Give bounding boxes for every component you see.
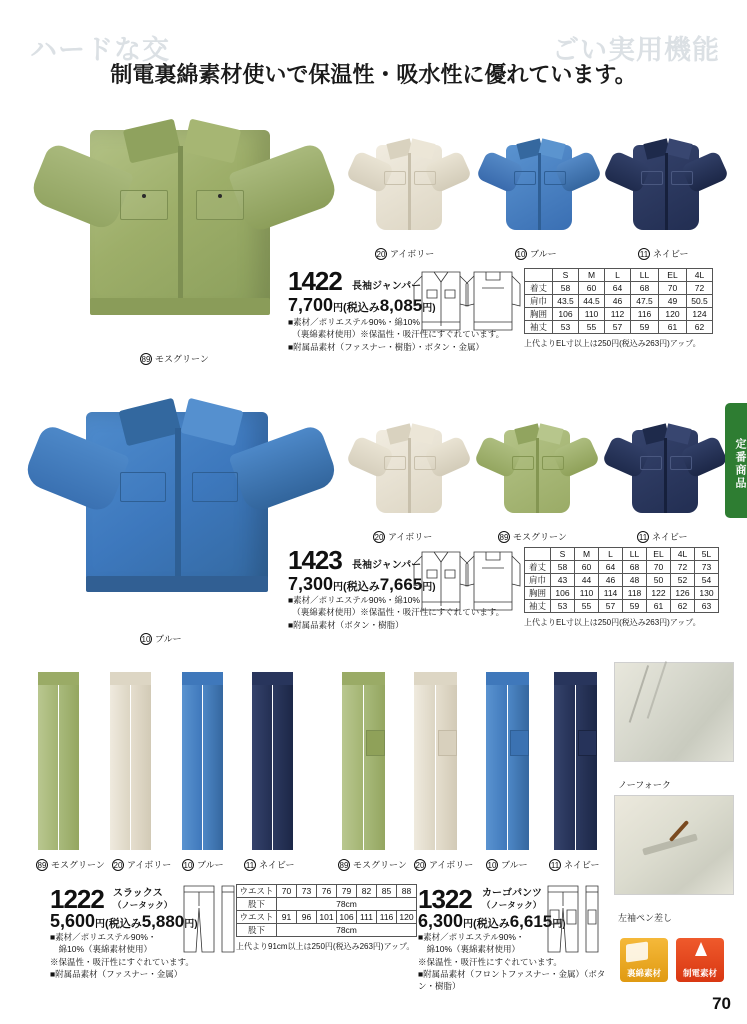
caption-label: ネイビー [653, 249, 689, 259]
cell: 126 [671, 587, 695, 600]
size-table-1222 [236, 884, 417, 937]
cell: 59 [631, 321, 659, 334]
size-header: EL [647, 548, 671, 561]
trouser-left-leg [252, 672, 272, 850]
cell: 82 [357, 885, 377, 898]
size-note-1222: 上代より91cm以上は250円(税込み263円)アップ。 [236, 942, 415, 951]
caption-label: ネイビー [652, 532, 688, 542]
cell: 112 [605, 308, 631, 321]
product-name-line2: （ノータック） [482, 900, 542, 910]
trouser-left-leg [342, 672, 363, 850]
badge-label-line1: 制電素材 [682, 968, 717, 978]
trouser-waistband [182, 672, 223, 685]
cell: 106 [553, 308, 579, 321]
caption-1222-moss [36, 858, 105, 871]
cell: 46 [605, 295, 631, 308]
caption-number: 11 [550, 861, 560, 870]
caption-number: 89 [141, 355, 151, 364]
row-label: 肩巾 [525, 574, 551, 587]
caption-1422-blue [515, 247, 557, 260]
table-corner [525, 269, 553, 282]
detail-photo-nofolk [614, 662, 734, 774]
cell: 55 [579, 321, 605, 334]
jacket-hem-band [86, 576, 268, 592]
spec-line: ■素材／ポリエステル90%・綿10% [288, 595, 420, 605]
cell: 46 [599, 574, 623, 587]
cell: 91 [277, 911, 297, 924]
cell: 78cm [277, 898, 417, 911]
caption-label: ブルー [155, 634, 182, 644]
product-code-1322: 1322 [418, 884, 472, 914]
cell: 52 [671, 574, 695, 587]
badge-lining-cotton [620, 938, 668, 982]
jacket-chest-pocket-right [192, 472, 238, 502]
trouser-right-leg [576, 672, 597, 850]
jacket-1423-moss-photo [476, 420, 596, 525]
cell: 96 [297, 911, 317, 924]
spec-line: （裏綿素材使用）※保温性・吸汗性にすぐれています。 [288, 607, 505, 618]
caption-number: 10 [183, 861, 193, 870]
cell: 73 [297, 885, 317, 898]
cell: 73 [695, 561, 719, 574]
detail-caption-pen-pocket: 左袖ペン差し [618, 913, 673, 923]
jacket-chest-pocket-right [671, 171, 693, 185]
caption-number: 89 [339, 861, 349, 870]
caption-label: アイボリー [390, 249, 435, 259]
cell: 54 [695, 574, 719, 587]
trouser-waistband [486, 672, 529, 685]
caption-number: 20 [376, 250, 386, 259]
table-row [237, 924, 417, 937]
trouser-right-leg [273, 672, 293, 850]
size-table-1422 [524, 268, 713, 334]
table-row [237, 898, 417, 911]
cell: 70 [277, 885, 297, 898]
detail-photo-pen-pocket [614, 795, 734, 907]
size-header: 4L [687, 269, 713, 282]
price-tax-yen: 円) [422, 582, 436, 593]
trouser-waistband [252, 672, 293, 685]
cell: 106 [551, 587, 575, 600]
trouser-right-leg [508, 672, 529, 850]
caption-1422-moss [140, 352, 209, 365]
cell: 70 [647, 561, 671, 574]
cargo-pocket [510, 730, 529, 756]
caption-1422-navy [638, 247, 688, 260]
row-label: 肩巾 [525, 295, 553, 308]
product-code-1222: 1222 [50, 884, 104, 914]
jacket-chest-pocket-left [384, 456, 406, 470]
cell: 110 [579, 308, 605, 321]
size-header: L [599, 548, 623, 561]
cell: 43.5 [553, 295, 579, 308]
trouser-left-leg [486, 672, 507, 850]
cell: 130 [695, 587, 719, 600]
detail-caption-nofolk: ノーフォーク [618, 780, 671, 790]
jacket-pocket-button-right [218, 194, 222, 198]
page-headline: 制電裏綿素材使いで保温性・吸水性に優れています。 [110, 62, 637, 87]
size-note-1423: 上代よりEL寸以上は250円(税込み263円)アップ。 [524, 618, 701, 627]
caption-label: モスグリーン [51, 860, 105, 870]
jacket-1422-ivory-photo [348, 135, 468, 240]
cell: 63 [695, 600, 719, 613]
product-name-1422: 長袖ジャンパー [352, 281, 422, 292]
trouser-right-leg [131, 672, 151, 850]
jacket-chest-pocket-left [512, 456, 534, 470]
cell: 50.5 [687, 295, 713, 308]
caption-number: 20 [374, 533, 384, 542]
spec-line: ■附属品素材（ファスナー・樹脂）・ボタン・金属） [288, 341, 485, 352]
jacket-chest-pocket-right [414, 171, 436, 185]
trouser-left-leg [554, 672, 575, 850]
cell: 114 [599, 587, 623, 600]
trouser-right-leg [436, 672, 457, 850]
trouser-left-leg [38, 672, 58, 850]
product-name-line1: カーゴパンツ [482, 888, 542, 899]
cargo-pocket [438, 730, 457, 756]
cell: 120 [659, 308, 687, 321]
caption-number: 20 [415, 861, 425, 870]
table-row [525, 282, 713, 295]
caption-label: ブルー [501, 860, 528, 870]
size-header: EL [659, 269, 687, 282]
cell: 72 [687, 282, 713, 295]
caption-label: アイボリー [429, 860, 474, 870]
jacket-chest-pocket-right [414, 456, 436, 470]
row-label: 袖丈 [525, 600, 551, 613]
row-label: 胸囲 [525, 308, 553, 321]
tech-drawing-1222 [176, 880, 238, 956]
caption-number: 10 [516, 250, 526, 259]
trouser-waistband [110, 672, 151, 685]
caption-number: 11 [639, 250, 649, 259]
jacket-chest-pocket-right [544, 171, 566, 185]
spec-line: 綿10%（裏綿素材使用） [50, 944, 153, 955]
cell: 64 [599, 561, 623, 574]
caption-1222-blue [182, 858, 224, 871]
caption-label: ネイビー [564, 860, 600, 870]
trouser-left-leg [182, 672, 202, 850]
jacket-button-placket [536, 438, 539, 513]
jacket-1423-navy-photo [604, 420, 724, 525]
caption-1322-moss [338, 858, 407, 871]
page-number: 70 [712, 994, 731, 1013]
caption-1422-ivory [375, 247, 434, 260]
caption-number: 11 [638, 533, 648, 542]
price-yen: 円 [333, 582, 344, 593]
size-header: S [551, 548, 575, 561]
jacket-button-placket [175, 428, 181, 592]
caption-label: アイボリー [388, 532, 433, 542]
price-yen: 円 [333, 303, 344, 314]
cell: 58 [553, 282, 579, 295]
row-label: 着丈 [525, 282, 553, 295]
trouser-right-leg [203, 672, 223, 850]
price-tax-label: (税込み [343, 302, 380, 314]
cell: 58 [551, 561, 575, 574]
ghost-title-left: ハードな交 [30, 35, 170, 65]
jacket-chest-pocket-left [640, 456, 662, 470]
cell: 57 [605, 321, 631, 334]
caption-1322-navy [549, 858, 599, 871]
size-header: L [605, 269, 631, 282]
jacket-1422-navy-photo [605, 135, 725, 240]
product-name-line2: （ノータック） [113, 900, 173, 910]
badge-antistatic [676, 938, 724, 982]
size-header: LL [623, 548, 647, 561]
spec-line: ■附属品素材（フロントファスナー・金属）（ボタン・樹脂） [418, 968, 606, 992]
trouser-waistband [342, 672, 385, 685]
table-row [525, 295, 713, 308]
caption-label: ネイビー [259, 860, 295, 870]
price-yen: 円 [95, 919, 106, 930]
cell: 61 [647, 600, 671, 613]
spec-line: ■素材／ポリエステル90%・綿10% [288, 317, 420, 327]
spec-line: ■素材／ポリエステル90%・ [418, 932, 525, 942]
jacket-chest-pocket-right [542, 456, 564, 470]
cell: 44 [575, 574, 599, 587]
cell: 62 [687, 321, 713, 334]
size-header: LL [631, 269, 659, 282]
lightning-icon [695, 942, 707, 956]
cell: 124 [687, 308, 713, 321]
table-row [525, 561, 719, 574]
cell: 122 [647, 587, 671, 600]
ghost-title [30, 28, 720, 65]
row-label: 着丈 [525, 561, 551, 574]
size-header: 4L [671, 548, 695, 561]
cell: 116 [377, 911, 397, 924]
jacket-button-placket [408, 438, 411, 513]
size-note-1422: 上代よりEL寸以上は250円(税込み263円)アップ。 [524, 339, 701, 348]
cell: 110 [575, 587, 599, 600]
price-tax-value: 8,085 [379, 296, 423, 315]
row-label: ウエスト [237, 911, 277, 924]
jacket-chest-pocket-left [120, 472, 166, 502]
jacket-1422-blue-photo [478, 135, 598, 240]
caption-1322-ivory [414, 858, 473, 871]
cell: 60 [575, 561, 599, 574]
price-tax-value: 6,615 [509, 912, 553, 931]
caption-1423-blue [140, 632, 182, 645]
size-header: M [579, 269, 605, 282]
table-header-row [525, 548, 719, 561]
cell: 64 [605, 282, 631, 295]
table-row [237, 885, 417, 898]
cargo-pocket [578, 730, 597, 756]
cell: 49 [659, 295, 687, 308]
badge-label [620, 967, 668, 979]
price-tax-value: 7,665 [379, 575, 423, 594]
jacket-1423-ivory-photo [348, 420, 468, 525]
table-row [237, 911, 417, 924]
cell: 120 [397, 911, 417, 924]
product-name-line1: スラックス [113, 888, 163, 899]
cell: 43 [551, 574, 575, 587]
caption-1322-blue [486, 858, 528, 871]
price-value: 7,700 [288, 295, 334, 315]
jacket-chest-pocket-left [384, 171, 406, 185]
spec-line: ■素材／ポリエステル90%・ [50, 932, 157, 942]
cell: 79 [337, 885, 357, 898]
cell: 78cm [277, 924, 417, 937]
cell: 88 [397, 885, 417, 898]
cell: 61 [659, 321, 687, 334]
table-row [525, 574, 719, 587]
caption-1222-navy [244, 858, 294, 871]
trouser-left-leg [110, 672, 130, 850]
trousers-1322-moss-photo [340, 672, 392, 852]
product-name-1423: 長袖ジャンパー [352, 560, 422, 571]
cell: 72 [671, 561, 695, 574]
caption-label: ブルー [530, 249, 557, 259]
cell: 53 [551, 600, 575, 613]
cell: 70 [659, 282, 687, 295]
badge-label-line2: 素材 [644, 968, 662, 978]
price-value: 7,300 [288, 574, 334, 594]
spec-line: ■附属品素材（ファスナー・金属） [50, 968, 183, 979]
jacket-hem-band [90, 298, 270, 315]
table-corner [525, 548, 551, 561]
row-label: 胸囲 [525, 587, 551, 600]
price-tax-label: (税込み [473, 918, 510, 930]
cell: 106 [337, 911, 357, 924]
table-row [525, 308, 713, 321]
trousers-1322-blue-photo [484, 672, 536, 852]
cell: 57 [599, 600, 623, 613]
caption-number: 10 [487, 861, 497, 870]
trousers-1322-navy-photo [552, 672, 604, 852]
cell: 47.5 [631, 295, 659, 308]
shirt-icon [626, 941, 648, 962]
cell: 53 [553, 321, 579, 334]
price-yen: 円 [463, 919, 474, 930]
spec-line: （裏綿素材使用）※保温性・吸汗性にすぐれています。 [288, 329, 505, 340]
spec-line: ■附属品素材（ボタン・樹脂） [288, 619, 404, 630]
cell: 85 [377, 885, 397, 898]
spec-line: 綿10%（裏綿素材使用） [418, 944, 521, 955]
row-label: 股下 [237, 924, 277, 937]
price-tax-label: (税込み [105, 918, 142, 930]
cell: 60 [579, 282, 605, 295]
jacket-zip-placket [665, 153, 668, 230]
ghost-title-right: ごい実用機能 [552, 35, 720, 65]
caption-label: アイボリー [127, 860, 172, 870]
price-tax-value: 5,880 [141, 912, 185, 931]
price-tax-label: (税込み [343, 581, 380, 593]
spec-line: ※保温性・吸汗性にすぐれています。 [50, 956, 194, 967]
size-table-1423 [524, 547, 719, 613]
trouser-waistband [38, 672, 79, 685]
product-name-1322 [482, 884, 542, 911]
jacket-chest-pocket-left [514, 171, 536, 185]
trouser-waistband [414, 672, 457, 685]
jacket-chest-pocket-left [641, 171, 663, 185]
cell: 101 [317, 911, 337, 924]
price-value: 6,300 [418, 911, 464, 931]
cell: 50 [647, 574, 671, 587]
jacket-pocket-button-left [142, 194, 146, 198]
row-label: 袖丈 [525, 321, 553, 334]
caption-label: モスグリーン [155, 354, 209, 364]
table-row [525, 587, 719, 600]
cell: 59 [623, 600, 647, 613]
jacket-zip-placket [408, 153, 411, 230]
product-code-1422: 1422 [288, 266, 342, 296]
row-label: 股下 [237, 898, 277, 911]
caption-label: ブルー [197, 860, 224, 870]
product-name-1222 [113, 884, 172, 911]
caption-label: モスグリーン [353, 860, 407, 870]
badge-label [676, 967, 724, 979]
side-tab-standard-items: 定番商品 [725, 403, 747, 518]
jacket-chest-pocket-right [670, 456, 692, 470]
price-tax-yen: 円) [552, 919, 566, 930]
size-header: 5L [695, 548, 719, 561]
caption-number: 89 [499, 533, 509, 542]
jacket-zip-placket [538, 153, 541, 230]
row-label: ウエスト [237, 885, 277, 898]
size-header: M [575, 548, 599, 561]
cell: 55 [575, 600, 599, 613]
price-tax-yen: 円) [184, 919, 198, 930]
caption-label: モスグリーン [513, 532, 567, 542]
caption-1423-navy [637, 530, 687, 543]
tech-drawing-1423 [412, 542, 522, 616]
trousers-1222-blue-photo [180, 672, 228, 852]
table-header-row [525, 269, 713, 282]
price-value: 5,600 [50, 911, 96, 931]
product-code-1423: 1423 [288, 545, 342, 575]
size-header: S [553, 269, 579, 282]
caption-number: 20 [113, 861, 123, 870]
cell: 118 [623, 587, 647, 600]
cell: 76 [317, 885, 337, 898]
jacket-button-placket [664, 438, 667, 513]
trousers-1322-ivory-photo [412, 672, 464, 852]
spec-line: ※保温性・吸汗性にすぐれています。 [418, 956, 562, 967]
trousers-1222-moss-photo [36, 672, 84, 852]
trouser-left-leg [414, 672, 435, 850]
caption-1222-ivory [112, 858, 171, 871]
jacket-zip-placket [178, 146, 183, 314]
cell: 68 [623, 561, 647, 574]
table-row [525, 321, 713, 334]
tech-drawing-1422 [412, 262, 522, 336]
caption-number: 10 [141, 635, 151, 644]
cell: 62 [671, 600, 695, 613]
caption-number: 89 [37, 861, 47, 870]
trouser-right-leg [59, 672, 79, 850]
trousers-1222-navy-photo [250, 672, 298, 852]
cell: 44.5 [579, 295, 605, 308]
cargo-pocket [366, 730, 385, 756]
cell: 68 [631, 282, 659, 295]
price-tax-yen: 円) [422, 303, 436, 314]
table-row [525, 600, 719, 613]
cell: 111 [357, 911, 377, 924]
trousers-1222-ivory-photo [108, 672, 156, 852]
caption-number: 11 [245, 861, 255, 870]
trouser-right-leg [364, 672, 385, 850]
cell: 48 [623, 574, 647, 587]
cell: 116 [631, 308, 659, 321]
trouser-waistband [554, 672, 597, 685]
badge-label-line1: 裏綿 [626, 968, 644, 978]
tech-drawing-1322 [540, 880, 602, 956]
